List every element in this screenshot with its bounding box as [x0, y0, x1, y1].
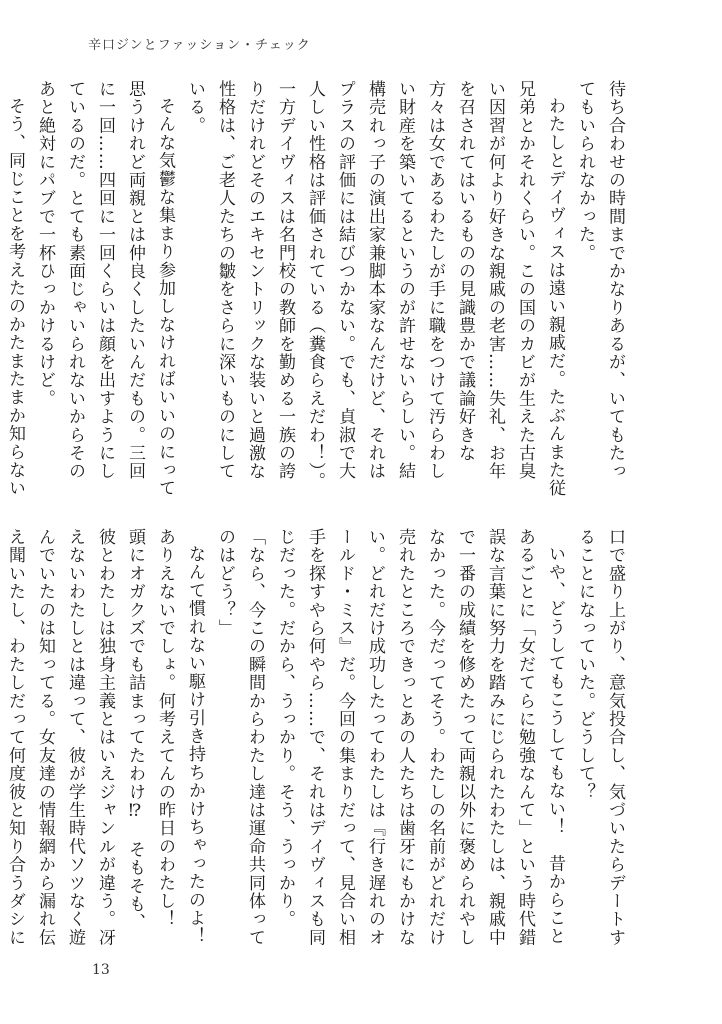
- paragraph: なんて慣れない駆け引き持ちかけちゃったのよ！ ありえないでしょ。何考えてんの昨日のわたし！ 頭にオガクズでも詰まってたわけ⁉ そもそも、彼とわたしは独身主義とはいえジャンルが違う。冴えないわたしとは違って、彼が学生時代ソツなく遊んでいたのは知ってる。女友達の情報網から漏れ伝え聞いたし、わたしだって何度彼と知り合うダシに: [5, 528, 205, 947]
- paragraph: 「なら、今この瞬間からわたし達は運命共同体ってのはどう？」: [215, 528, 265, 947]
- paragraph: わたしとデイヴィスは遠い親戚だ。たぶんまた従兄弟とかそれくらい。この国のカビが生えた古臭い因習が何より好きな親戚の老害……失礼、お年を召されてはいるものの見識豊かで議論好きな方々は女であるわたしが手に職をつけて汚らわしい財産を築いてるというのが許せないらしい。結構売れっ子の演出家兼脚本家なんだけど、それはプラスの評価には結びつかない。でも、貞淑で大人しい性格は評価されている（糞食らえだわ！）。一方デイヴィスは名門校の教師を勤める一族の誇りだけれどそのエキセントリックな装いと過激な性格は、ご老人たちの皺をさらに深いものにしている。: [185, 80, 565, 498]
- paragraph: 待ち合わせの時間までかなりあるが、いてもたってもいられなかった。: [575, 80, 625, 481]
- running-header: 辛口ジンとファッション・チェック: [88, 38, 311, 53]
- paragraph: いや、どうしてもこうしてもない！ 昔からことあるごとに「女だてらに勉強なんて」という時代錯誤な言葉に努力を踏みにじられたわたしは、親戚中で一番の成績を修めたって両親以外に褒められやしなかった。今だってそう。わたしの名前がどれだけ売れたところできっとあの人たちは歯牙にもかけない。どれだけ成功したってわたしは『行き遅れのオールド・ミス』だ。今回の集まりだって、見合い相手を探すやら何やら……で、それはデイヴィスも同じだった。だから、うっかり。そう、うっかり。: [275, 528, 565, 947]
- paragraph: そう、同じことを考えたのかたまたまか知らない: [5, 97, 25, 498]
- text-block-bottom: [5, 528, 630, 948]
- page-number: 13: [92, 962, 110, 978]
- paragraph: そんな気鬱な集まり参加しなければいいのにって思うけれど両親とは仲良くしたいんだもの。三回に一回……四回に一回くらいは顔を出すようにしているのだ。とても素面じゃいられないからそのあと絶対にパブで一杯ひっかけるけど。: [35, 80, 175, 498]
- paragraph: 口で盛り上がり、意気投合し、気づいたらデートすることになっていた。どうして？: [575, 528, 625, 947]
- text-block-top: [5, 80, 630, 498]
